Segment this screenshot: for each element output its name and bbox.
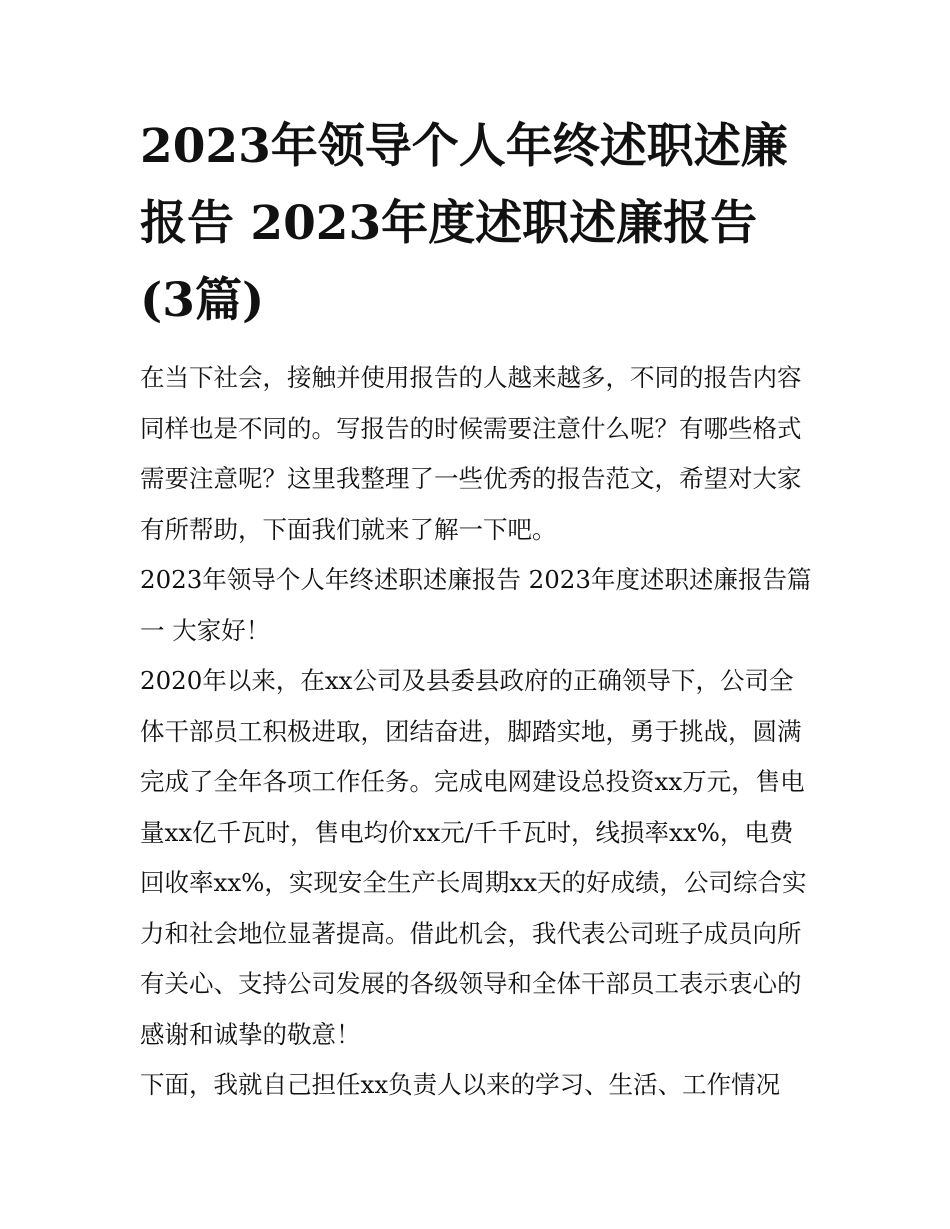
section-heading-paragraph: 2023年领导个人年终述职述廉报告 2023年度述职述廉报告篇一 大家好！	[140, 565, 812, 645]
document-body	[140, 108, 812, 1111]
intro-paragraph: 在当下社会，接触并使用报告的人越来越多，不同的报告内容同样也是不同的。写报告的时候需要注意什么呢？有哪些格式需要注意呢？这里我整理了一些优秀的报告范文，希望对大家有所帮助，下面我们就来了解一下吧。	[140, 363, 802, 544]
body-paragraph: 2020年以来，在xx公司及县委县政府的正确领导下，公司全体干部员工积极进取，团结奋进，脚踏实地，勇于挑战，圆满完成了全年各项工作任务。完成电网建设总投资xx万元，售电量xx亿千瓦时，售电均价xx元/千千瓦时，线损率xx%，电费回收率xx%，实现安全生产长周期xx天的好成绩，公司综合实力和社会地位显著提高。借此机会，我代表公司班子成员向所有关心、支持公司发展的各级领导和全体干部员工表示衷心的感谢和诚挚的敬意！	[140, 666, 807, 1049]
document-title: 2023年领导个人年终述职述廉报告 2023年度述职述廉报告(3篇)	[140, 119, 788, 328]
closing-paragraph: 下面，我就自己担任xx负责人以来的学习、生活、工作情况	[140, 1070, 781, 1099]
